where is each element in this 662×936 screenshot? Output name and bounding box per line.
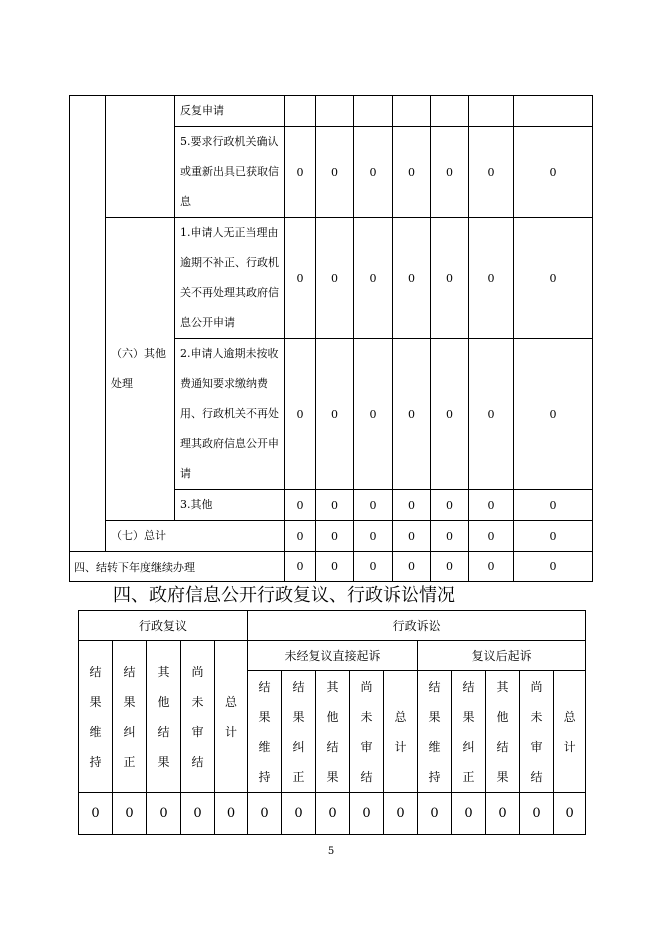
upper-statistics-table	[69, 95, 593, 582]
col-header: 结果维持	[79, 641, 113, 793]
row-label-other-1: 1.申请人无正当理由逾期不补正、行政机关不再处理其政府信息公开申请	[175, 218, 285, 339]
col-header: 结果纠正	[282, 671, 316, 793]
cell-value: 0	[469, 339, 514, 490]
col-header: 总计	[215, 641, 248, 793]
cell-value: 0	[354, 218, 393, 339]
cell-value: 0	[469, 521, 514, 552]
cell-value: 0	[393, 490, 431, 521]
cell-value: 0	[285, 552, 316, 582]
cell-value: 0	[514, 218, 593, 339]
cell-value: 0	[181, 793, 215, 835]
cell-value: 0	[285, 127, 316, 218]
col-header: 其他结果	[147, 641, 181, 793]
cell-value: 0	[514, 490, 593, 521]
cell-value: 0	[469, 490, 514, 521]
col-header: 尚未审结	[350, 671, 384, 793]
page-number: 5	[327, 846, 335, 857]
cell-value: 0	[316, 339, 354, 490]
cell-value: 0	[393, 339, 431, 490]
cell-value: 0	[350, 793, 384, 835]
cell-value: 0	[354, 552, 393, 582]
table-row	[79, 611, 586, 641]
cell-value: 0	[431, 127, 469, 218]
cell-value: 0	[316, 127, 354, 218]
cell-value: 0	[418, 793, 452, 835]
col-header: 总计	[384, 671, 418, 793]
col-header: 其他结果	[316, 671, 350, 793]
cell-value: 0	[554, 793, 586, 835]
col-header: 结果纠正	[113, 641, 147, 793]
cell-value: 0	[431, 218, 469, 339]
cell-value: 0	[248, 793, 282, 835]
cell-value: 0	[520, 793, 554, 835]
cell-value: 0	[431, 552, 469, 582]
cell-value: 0	[486, 793, 520, 835]
cell-value: 0	[354, 339, 393, 490]
section-title: 四、政府信息公开行政复议、行政诉讼情况	[113, 585, 455, 606]
cell-value: 0	[469, 218, 514, 339]
row-label-confirm: 5.要求行政机关确认或重新出具已获取信息	[175, 127, 285, 218]
cell-value: 0	[79, 793, 113, 835]
col-header: 结果维持	[418, 671, 452, 793]
admin-review-header: 行政复议	[79, 611, 248, 641]
cell-value: 0	[113, 793, 147, 835]
cell-value: 0	[316, 218, 354, 339]
cell-value: 0	[452, 793, 486, 835]
row-label-other-3: 3.其他	[175, 490, 285, 521]
cell-value: 0	[431, 490, 469, 521]
cell-value: 0	[215, 793, 248, 835]
cell-value: 0	[354, 127, 393, 218]
cell-value: 0	[469, 127, 514, 218]
admin-litigation-header: 行政诉讼	[248, 611, 586, 641]
cell-value: 0	[354, 521, 393, 552]
col-header: 总计	[554, 671, 586, 793]
col-header: 结果维持	[248, 671, 282, 793]
cell-value: 0	[316, 490, 354, 521]
cell-value: 0	[393, 552, 431, 582]
cell-value: 0	[316, 793, 350, 835]
cell-value: 0	[393, 218, 431, 339]
prev-category-cell	[106, 96, 175, 218]
cell-value: 0	[147, 793, 181, 835]
cell-value: 0	[393, 127, 431, 218]
col-header: 尚未审结	[520, 671, 554, 793]
cell-value: 0	[384, 793, 418, 835]
category-other-processing: （六）其他处理	[106, 218, 175, 521]
cell-value: 0	[285, 339, 316, 490]
row-label-total: （七）总计	[106, 521, 285, 552]
table-row	[70, 521, 593, 552]
row-label-carry-over: 四、结转下年度继续办理	[70, 552, 285, 582]
cell-value: 0	[282, 793, 316, 835]
cell-value: 0	[514, 521, 593, 552]
cell-value: 0	[469, 552, 514, 582]
cell-value: 0	[514, 552, 593, 582]
table-row	[70, 552, 593, 582]
col-header: 尚未审结	[181, 641, 215, 793]
row-label-reapply: 反复申请	[175, 96, 285, 127]
table-row	[79, 793, 586, 835]
col-header: 其他结果	[486, 671, 520, 793]
after-review-suit-header: 复议后起诉	[418, 641, 586, 671]
review-litigation-table	[78, 610, 586, 835]
cell-value: 0	[354, 490, 393, 521]
cell-value: 0	[514, 127, 593, 218]
cell-value: 0	[393, 521, 431, 552]
table-row	[70, 96, 593, 127]
cell-value: 0	[285, 521, 316, 552]
col-header: 结果纠正	[452, 671, 486, 793]
table-row	[70, 218, 593, 248]
outer-category-cell	[70, 96, 106, 552]
cell-value: 0	[316, 552, 354, 582]
direct-suit-header: 未经复议直接起诉	[248, 641, 418, 671]
cell-value: 0	[285, 490, 316, 521]
cell-value: 0	[316, 521, 354, 552]
row-label-other-2: 2.申请人逾期未按收费通知要求缴纳费用、行政机关不再处理其政府信息公开申请	[175, 339, 285, 490]
cell-value: 0	[514, 339, 593, 490]
cell-value: 0	[431, 339, 469, 490]
cell-value: 0	[431, 521, 469, 552]
cell-value: 0	[285, 218, 316, 339]
table-row	[79, 641, 586, 671]
